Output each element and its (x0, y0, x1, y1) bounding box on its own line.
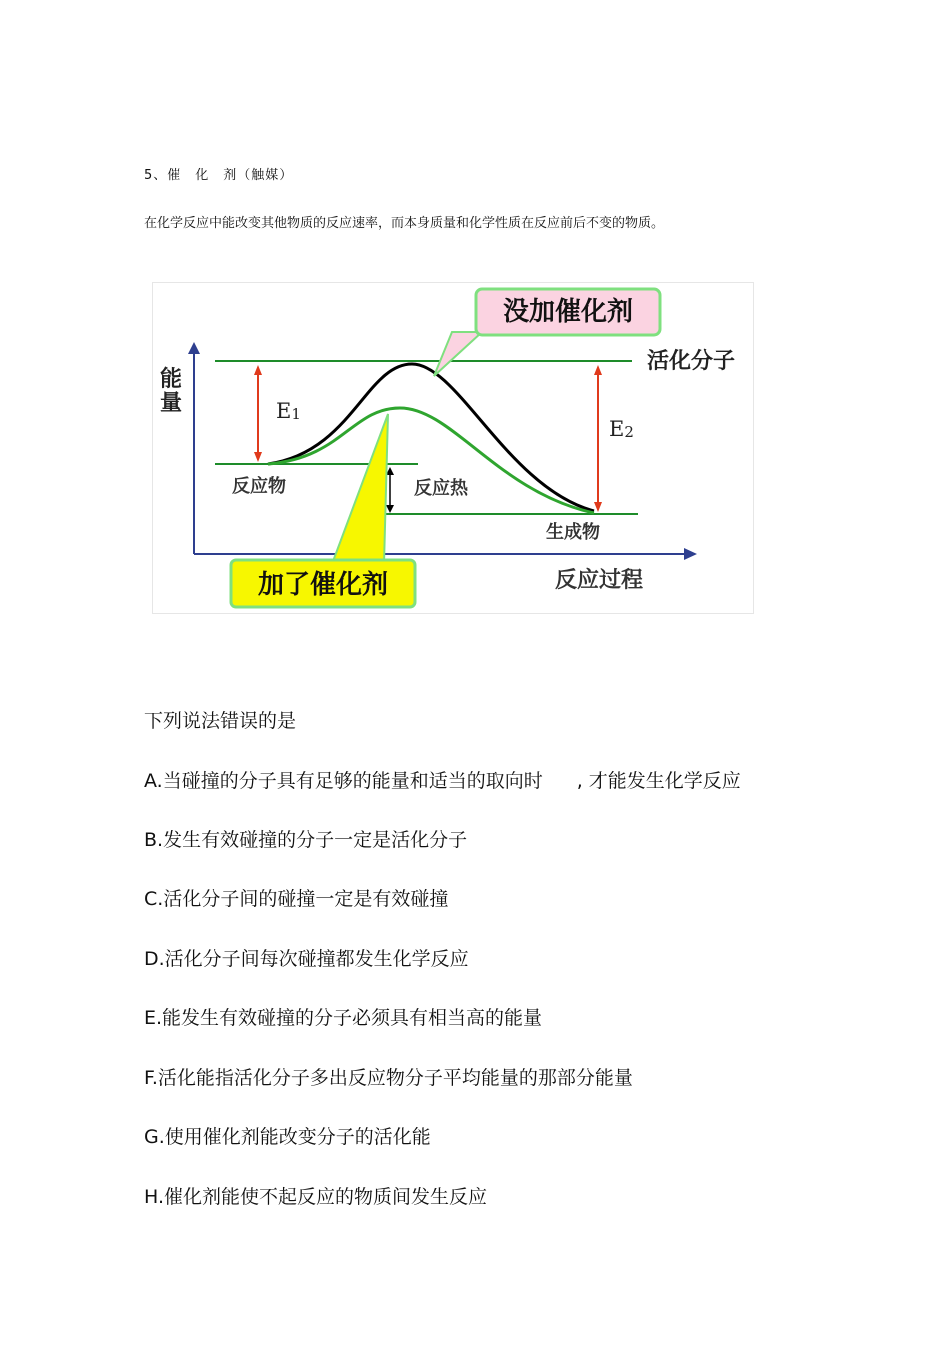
option-h-text: 催化剂能使不起反应的物质间发生反应 (164, 1186, 488, 1208)
option-g-text: 使用催化剂能改变分子的活化能 (164, 1126, 431, 1148)
option-e-letter: E. (144, 1007, 163, 1029)
option-c (144, 887, 448, 911)
option-a-text-continued: , 才能发生化学反应 (576, 770, 741, 792)
y-axis-label-1: 能 (160, 367, 183, 392)
option-a-text: 当碰撞的分子具有足够的能量和适当的取向时 (162, 770, 543, 792)
question-stem: 下列说法错误的是 (144, 710, 297, 732)
e2-label-sub: 2 (624, 423, 634, 441)
catalyst-definition: 在化学反应中能改变其他物质的反应速率，而本身质量和化学性质在反应前后不变的物质。 (144, 216, 665, 231)
option-c-letter: C. (144, 888, 164, 910)
option-f-letter: F. (144, 1067, 158, 1089)
option-b-letter: B. (144, 829, 164, 851)
reactants-label: 反应物 (232, 476, 286, 497)
option-f-text: 活化能指活化分子多出反应物分子平均能量的那部分能量 (157, 1067, 633, 1089)
option-g-letter: G. (144, 1126, 165, 1148)
option-d-letter: D. (144, 948, 165, 970)
option-d-text: 活化分子间每次碰撞都发生化学反应 (164, 948, 469, 970)
option-f (144, 1066, 633, 1090)
callout-with-text: 加了催化剂 (257, 570, 389, 600)
option-b (144, 828, 467, 852)
y-axis-label-2: 量 (160, 391, 183, 416)
option-e (144, 1006, 542, 1030)
activated-molecules-label: 活化分子 (647, 349, 736, 374)
option-h-letter: H. (144, 1186, 164, 1208)
option-d (144, 947, 469, 971)
x-axis-label: 反应过程 (555, 568, 644, 593)
callout-without-text: 没加催化剂 (502, 297, 634, 327)
option-g (144, 1125, 431, 1149)
option-b-text: 发生有效碰撞的分子一定是活化分子 (163, 829, 468, 851)
option-e-text: 能发生有效碰撞的分子必须具有相当高的能量 (162, 1007, 543, 1029)
energy-diagram (152, 282, 754, 614)
option-a-letter: A. (144, 770, 163, 792)
energy-profile-figure (152, 282, 754, 614)
reaction-heat-label: 反应热 (414, 478, 468, 499)
e1-label-sub: 1 (291, 405, 301, 423)
e2-label-main: E (609, 417, 625, 441)
option-a (144, 769, 741, 793)
e1-label-main: E (276, 399, 292, 423)
option-c-text: 活化分子间的碰撞一定是有效碰撞 (163, 888, 449, 910)
option-h (144, 1185, 487, 1209)
products-label: 生成物 (546, 522, 600, 543)
section-heading: 5、催 化 剂（触媒） (144, 168, 294, 183)
